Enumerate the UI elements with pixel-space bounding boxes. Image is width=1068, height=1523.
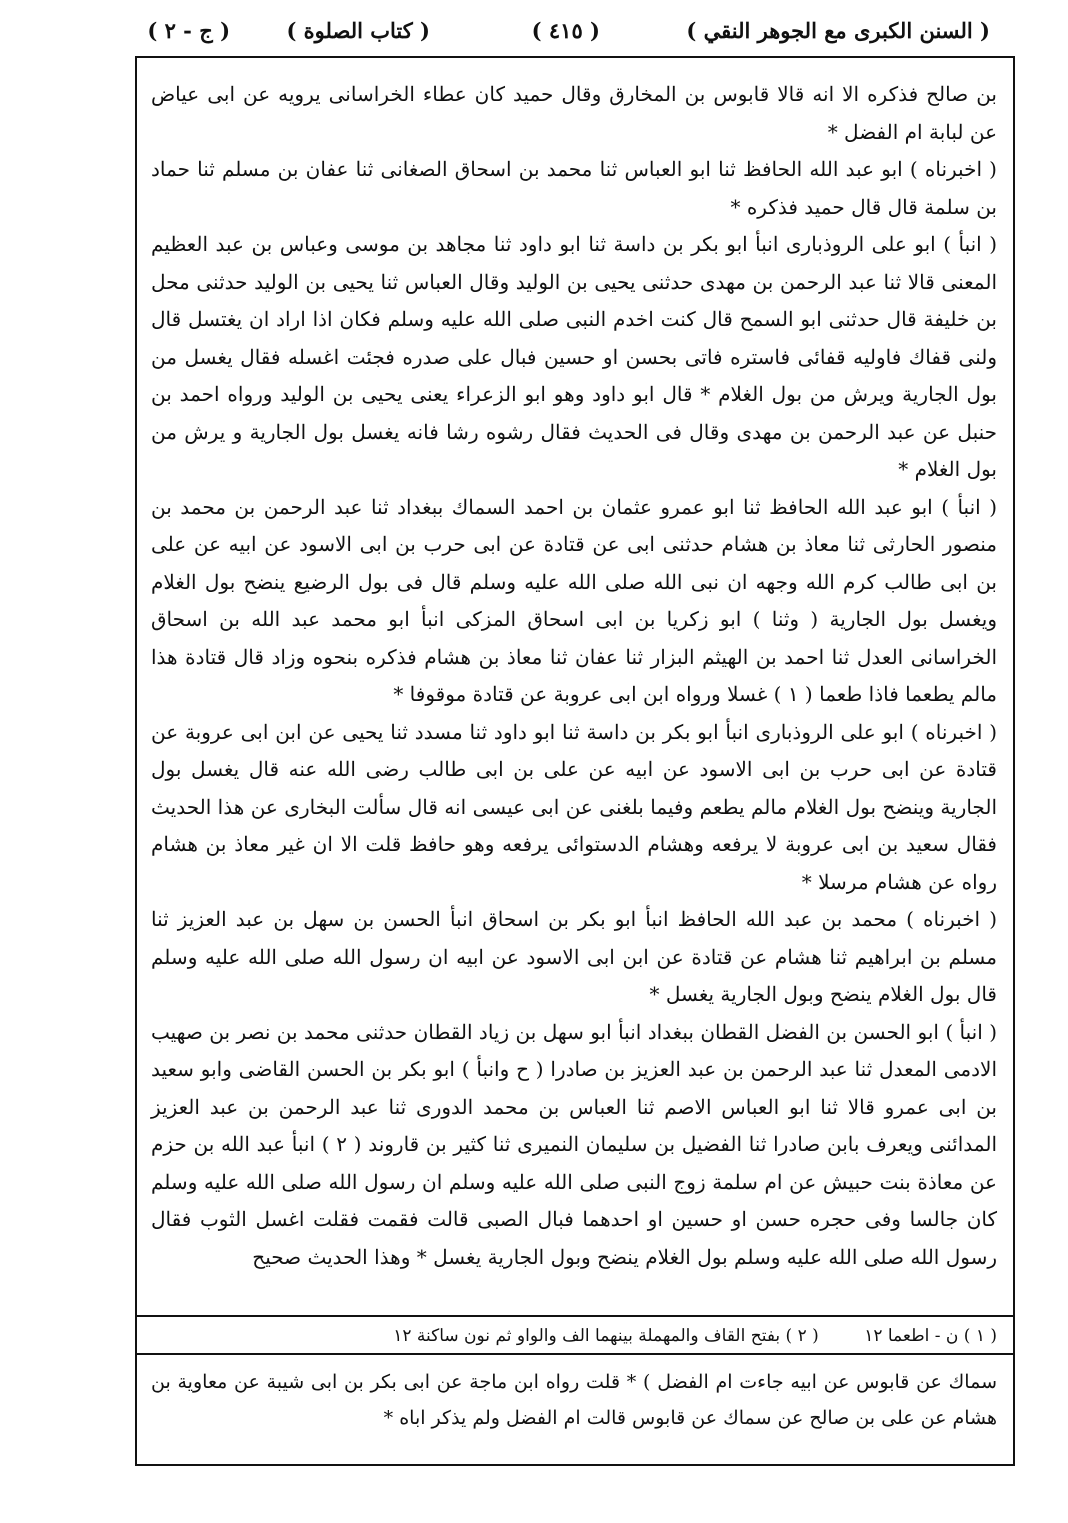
page-frame (135, 56, 1015, 1466)
commentary-divider (137, 1353, 1013, 1355)
paragraph: ( اخبرناه ) ابو على الروذبارى انبأ ابو بكر بن داسة ثنا ابو داود ثنا مسدد ثنا يحيى عن ابن ابى عروبة عن قتادة عن ابى حرب بن ابى الاسود عن ابيه عن على بن ابى طالب رضى الله عنه قال يغسل بول الجارية وينضح بول الغلام مالم يطعم وفيما بلغنى عن ابى عيسى انه قال سألت البخارى عن هذا الحديث فقال سعيد بن ابى عروبة لا يرفعه وهشام الدستوائى يرفعه وهو حافظ قلت الا ان غير معاذ بن هشام رواه عن هشام مرسلا * (151, 719, 997, 894)
paragraph: ( انبأ ) ابو الحسن بن الفضل القطان ببغداد انبأ ابو سهل بن زياد القطان حدثنى محمد بن نصر بن صهيب الادمى المعدل ثنا عبد الرحمن بن عبد العزيز بن صادرا ( ح وانبأ ) ابو بكر بن الحسن القاضى وابو سعيد بن ابى عمرو قالا ثنا ابو العباس الاصم ثنا العباس بن محمد الدورى ثنا عبد الرحمن بن عبد العزيز المدائنى ويعرف بابن صادرا ثنا الفضيل بن سليمان النميرى ثنا كثير بن قاروند ( ٢ ) انبأ عبد الله بن حزم عن معاذة بنت حبيش عن ام سلمة زوج النبى صلى الله عليه وسلم ان رسول الله صلى الله عليه وسلم كان جالسا وفى حجره حسن او حسين او احدهما فبال الصبى قالت فقمت فقلت اغسل الثوب فقال رسول الله صلى الله عليه وسلم بول الغلام ينضح وبول الجارية يغسل * وهذا الحديث صحيح (151, 1019, 997, 1269)
footnote: ( ٢ ) بفتح القاف والمهملة بينهما الف والواو ثم نون ساكنة ١٢ (393, 1326, 819, 1346)
paragraph: ( اخبرناه ) محمد بن عبد الله الحافظ انبأ ابو بكر بن اسحاق انبأ الحسن بن سهل بن عبد العزيز ثنا مسلم بن ابراهيم ثنا هشام عن قتادة عن ابن ابى الاسود عن ابيه ان رسول الله صلى الله عليه وسلم قال بول الغلام ينضح وبول الجارية يغسل * (151, 907, 997, 1006)
book-title: ( كتاب الصلوة ) (286, 18, 430, 43)
footnote: ( ١ ) ن - اطعما ١٢ (864, 1326, 997, 1346)
footnotes (137, 1320, 1013, 1352)
paragraph: بن صالح فذكره الا انه قالا قابوس بن المخارق وقال حميد كان عطاء الخراسانى يرويه عن ابى عياض عن لبابة ام الفضل * (151, 82, 997, 144)
paragraph: ( اخبرناه ) ابو عبد الله الحافظ ثنا ابو العباس ثنا محمد بن اسحاق الصغانى ثنا عفان بن مسلم ثنا حماد بن سلمة قال قال حميد فذكره * (151, 157, 997, 219)
paragraph: ( انبأ ) ابو عبد الله الحافظ ثنا ابو عمرو عثمان بن احمد السماك ببغداد ثنا عبد الرحمن بن محمد بن منصور الحارثى ثنا معاذ بن هشام حدثنى ابى عن قتادة عن ابى حرب بن ابى الاسود عن ابيه عن على بن ابى طالب كرم الله وجهه ان نبى الله صلى الله عليه وسلم قال فى بول الرضيع ينضح بول الغلام ويغسل بول الجارية ( وثنا ) ابو زكريا بن ابى اسحاق المزكى انبأ ابو محمد عبد الله بن اسحاق الخراسانى العدل ثنا احمد بن الهيثم البزار ثنا عفان ثنا معاذ بن هشام فذكره بنحوه وزاد قال قتادة هذا مالم يطعما فاذا طعما ( ١ ) غسلا ورواه ابن ابى عروبة عن قتادة موقوفا * (151, 494, 998, 706)
running-title: ( السنن الكبرى مع الجوهر النقي ) (686, 18, 990, 43)
commentary-text: سماك عن قابوس عن ابيه جاءت ام الفضل ) * قلت رواه ابن ماجة عن ابى بكر بن ابى شيبة عن معاوية بن هشام عن على بن صالح عن سماك عن قابوس قالت ام الفضل ولم يذكر اباه * (151, 1371, 997, 1429)
main-text (137, 58, 1013, 1315)
page-header (147, 12, 990, 52)
page-number: ( ٤١٥ ) (531, 18, 600, 43)
commentary-section (137, 1358, 1013, 1436)
volume-number: ( ج - ٢ ) (147, 18, 230, 43)
footnote-divider (137, 1315, 1013, 1317)
paragraph: ( انبأ ) ابو على الروذبارى انبأ ابو بكر بن داسة ثنا ابو داود ثنا مجاهد بن موسى وعباس بن عبد العظيم المعنى قالا ثنا عبد الرحمن بن مهدى حدثنى يحيى بن الوليد وقال العباس ثنا يحيى بن الوليد حدثنى محل بن خليفة قال حدثنى ابو السمح قال كنت اخدم النبى صلى الله عليه وسلم فكان اذا اراد ان يغتسل قال ولنى قفاك فاوليه قفائى فاستره فاتى بحسن او حسين فبال على صدره فجئت اغسله فقال يغسل من بول الجارية ويرش من بول الغلام * قال ابو داود وهو ابو الزعراء يعنى يحيى بن الوليد ورواه احمد بن حنبل عن عبد الرحمن بن مهدى وقال فى الحديث فقال رشوه رشا فانه يغسل بول الجارية و يرش من بول الغلام * (151, 232, 997, 481)
